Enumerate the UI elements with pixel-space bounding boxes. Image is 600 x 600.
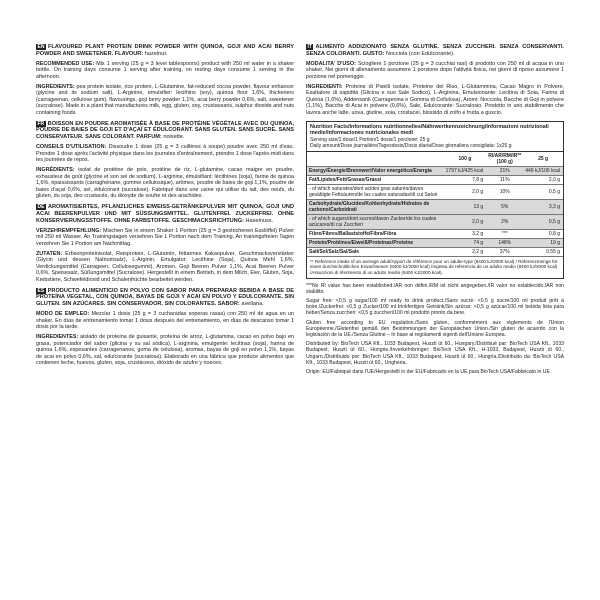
nutrition-row (307, 229, 563, 238)
value-ri: 10% (486, 184, 523, 199)
value-100g: 1797 kJ/425 kcal (444, 166, 487, 175)
nutrient-name: Protein/Protéines/Eiweiß/Proteínas/Proteine (307, 238, 444, 247)
value-100g: 74 g (444, 238, 487, 247)
serving-size: Serving size/1 dose/1 Portion/1 dosis/1 porzione: 25 g (310, 136, 430, 143)
fr-ingredients: INGRÉDIENTS: isolat de protéine de pois, protéine de riz, L-glutamine, cacao maigre en poudre, exhausteur de goût (glycine et son sel de sodium), L-arginine, émulsifiant: lécithines (soja), farine de quinoa 1,6%, épaississants (carraghénane, gomme cellulosique), arômes, poudre de baies de goji 1,1%, poudre de baies d'açaï 0,6%, sel, édulcorant (sucralose). Fabriqué dans une usine qui utilise du lait, des oeufs, du gluten, du soja, des crustacés, du dioxyde de soufre et des arachides. (36, 167, 294, 200)
nutrition-title: Nutrition Facts/Informations nutritionnelles/Nährwertkennzeichnung/Informazioni nutrizionali medie/Informaciones nutricionales medi (310, 123, 549, 137)
value-25g: 0,55 g (523, 247, 563, 256)
value-100g: 2,2 g (444, 247, 487, 256)
value-25g: 2,0 g (523, 175, 563, 184)
fr-flavour: noisette. (163, 134, 185, 141)
de-ingredients: ZUTATEN: Erbsenproteinisolat, Reisprotein, L-Glutamin, fettarmes Kakaopulver, Geschmacksverstärker (Glycin und dessen Natriumsalz), L-Arginin, Emulgator: Lecithine (Soja), Quinoa Mehl 1,6%, Verdickungsmittel (Carrageen, Cellulosegummi), Aromen, Goji Beeren Pulver 1,1%, Acai Beeren Pulver 0,6%, Speisesalz, Süßungsmittel (Sucralose). Hergestellt in einem Betrieb, in dem Milch, Eier, Gluten, Soja, Krebstiere, Schwefeldioxid und Schalenfrüchte bearbeitet werden. (36, 250, 294, 283)
value-ri: *** (486, 229, 523, 238)
es-flavour: avellana. (241, 301, 264, 308)
col-100g: 100 g (458, 155, 472, 162)
nutrition-footnote: ** Reference intake of an average adult/Apport de référence pour un adulte-type (8400 kJ/2000 kcal) / Referenzmenge für einen durchschnittlichen Erwachsenen (8400 kJ/2000 kcal) /Ingesta de referencia de un adulto medio (8400 kJ/2000 kcal) /Assunzioni di riferimento di un adulto medio (8400 kJ/2000 kcal). (307, 256, 563, 278)
nutrition-row (307, 184, 563, 199)
col-25g: 25 g (538, 155, 549, 162)
value-25g: 0,5 g (523, 214, 563, 229)
value-ri: 37% (486, 247, 523, 256)
daily-amount: Daily amount/Dose journalière/Tagesdosis/Dosis diaria/Dose giornaliera consigliata: 1x25 g (310, 142, 512, 149)
origin-note: Origin: EU/Fabriqué dans l'UE/Hergestellt in der EU/Fabricado en la UE para BioTech USA/Fabbricato in UE (306, 368, 550, 375)
de-flavour: Haselnuss. (245, 217, 274, 224)
distributor-note: Distributed by: BioTech USA Kft., 1033 Budapest, Huszti út 60., Hungary./Distribué par: BioTech USA Kft., 1033 Budapest, Huszti út 60., Hongrie./Inverkehrbringer: BioTech USA Kft., H-1033, Budapest, Huszti út 60., Ungarn./Distribuido por: BioTech USA Kft., 1033 Budapest, Huszti út 60., Hungría./Distribuito da: BioTech USA Kft., 1033 Budapest, Huszti út 60., Ungheria. (306, 341, 564, 366)
it-use: MODALITA' D'USO: Sciogliere 1 porzione (25 g = 3 cucchiai rasi) di prodotto con 250 ml di acqua in uno shaker. Nei giorni di allenamento assumere 1 porzione dopo l'attività fisica, nei giorni di riposo assumere 1 porzione nel pomeriggio. (306, 60, 565, 80)
en-title: EN FLAVOURED PLANT PROTEIN DRINK POWDER WITH QUINOA, GOJI AND ACAI BERRY POWDER AND SWEETENER. FLAVOUR: hazelnut. (36, 44, 294, 57)
en-ingredients: INGREDIENTS: pea protein isolate, rice protein, L-Glutamine, fat-reduced cocoa powder, flavour enhancer (glycine and its sodium salt), L-Arginine, emulsifier: lecithins (soy), quinoa flour 1,6%, thickeners (carrageenan, cellulose gum), flavourings, goji berry powder 1,1%, acai berry powder 0,6%, salt, sweetener (sucralose). Made in a plant that manufactures milk, egg, gluten, soy, crustaceans, sulphur dioxide and nuts containing foods. (36, 83, 294, 116)
en-use: RECOMMENDED USE: Mix 1 serving (25 g = 3 level tablespoons) product with 250 ml water in a shaker bottle. On training days consume 1 serving after training, on resting days consume 1 serving in the afternoon. (36, 60, 294, 80)
nutrient-name: - of which saturates/dont acides gras saturés/davon gesättigte Fettsäuren/de las cuales saturadas/di cui Saturi (307, 184, 444, 199)
value-25g: 19 g (523, 238, 563, 247)
nutrition-table (306, 121, 564, 279)
label-page (36, 44, 564, 556)
nutrient-name: Carbohydrate/Glucides/Kohlenhydrate/Hidratos de carbono/Carboidrati (307, 199, 444, 214)
value-ri: 21% (486, 166, 523, 175)
nutrition-rows (307, 166, 563, 256)
nutrient-name: Salt/Sel/Salz/Sal/Sale (307, 247, 444, 256)
it-title: IT ALIMENTO ADDIZIONATO SENZA GLUTINE. SENZA ZUCCHERI. SENZA CONSERVANTI. SENZA COLORANTI. GUSTO: Nocciola (con Edulcorante). (306, 44, 564, 57)
value-100g: 7,8 g (444, 175, 487, 184)
fr-title: FR BOISSON EN POUDRE AROMATISÉE À BASE DE PROTÉINE VÉGÉTALE AVEC DU QUINOA, POUDRE DE BAIES DE GOJI ET D'AÇAÏ ET ÉDULCORANT. SANS GLUTEN. SANS SUCRE. SANS CONSERVATEUR. SANS COLORANT. PARFUM: noisette. (36, 120, 294, 141)
sugar-free-note: Sugar free: <0,5 g sugar/100 ml ready to drink product./Sans sucre: <0,5 g sucre/100 ml produit prêt à boire./Zuckerfrei: <0,5 g Zucker/100 ml trinkfertiges Getränk/Sin azúcar: <0,5 g azúcar/100 ml bebida lista para beber/Senza zuccheri: <0,5 g zuccheri/100 ml prodotto pronto da bere. (306, 297, 564, 317)
value-100g: 13 g (444, 199, 487, 214)
value-100g: 3,2 g (444, 229, 487, 238)
nutrition-header (307, 122, 563, 152)
de-badge: DE (37, 204, 45, 211)
de-title: DE AROMATISIERTES, PFLANZLICHES EIWEISS-GETRÄNKEPULVER MIT QUINOA, GOJI UND ACAI BEERENPULVER UND MIT SÜSSUNGSMITTEL. GLUTENFREI. ZUCKERFREI. OHNE KONSERVIERUNGSSTOFFE. OHNE FARBSTOFFE. GESCHMACKSRICHTUNG: Haselnuss. (36, 204, 294, 224)
value-ri: 2% (486, 214, 523, 229)
fr-use: CONSEILS D'UTILISATION: Dissoudre 1 dose (25 g = 3 cuillères à soupe) poudre avec 250 ml d'eau. Prendre 1 dose après l'activité physique dans les journées d'entraînement, prendre 1 dose l'après-midi dans les journées de repos. (36, 144, 294, 164)
nutrient-header (307, 152, 444, 167)
ri-note: ***No RI value has been established./AR non défini./RM ist nicht angegeben./IR valor no establecido./AR non stabilito. (306, 282, 564, 295)
nutrition-row (307, 238, 563, 247)
fr-badge: FR (37, 120, 45, 127)
en-badge: EN (37, 44, 45, 50)
es-title: ES PRODUCTO ALIMENTICIO EN POLVO CON SABOR PARA PREPARAR BEBIDA A BASE DE PROTEÍNA VEGETAL, CON QUINOA, BAYAS DE GOJI Y ACAI EN POLVO Y EDULCORANTE. SIN GLUTEN. SIN AZÚCARES. SIN CONSERVADOR. SIN COLORANTES. SABOR: avellana. (36, 287, 294, 308)
nutrition-row (307, 199, 563, 214)
value-100g: 2,0 g (444, 184, 487, 199)
nutrition-row (307, 214, 563, 229)
nutrition-row (307, 247, 563, 256)
nutrient-name: Fibre/Fibres/Ballaststoffe/Fibra/Fibra (307, 229, 444, 238)
de-use: VERZEHREMPFEHLUNG: Mischen Sie in einem Shaker 1 Portion (25 g = 3 gestrichenen Esslöffel) Pulver mit 250 ml Wasser. An Trainingstagen verzehren Sie 1 Portion nach dem Training. An trainingsfreien Tagen verzehren Sie 1 Portion am Nachmittag. (36, 227, 295, 247)
value-25g: 0,5 g (523, 184, 563, 199)
es-badge: ES (37, 287, 45, 294)
value-25g: 3,3 g (523, 199, 563, 214)
nutrition-row (307, 175, 563, 184)
it-badge: IT (307, 44, 312, 50)
en-flavour: hazelnut. (144, 50, 168, 57)
nutrient-name: - of which sugars/dont sucres/davon Zucker/de los cuales azúcares/di cui Zuccheri (307, 214, 444, 229)
left-column (36, 44, 294, 370)
it-ingredients: INGREDIENTI: Proteine di Piselli isolate, Proteine del Riso, L-Glutammina, Cacao Magro in Polvere, Esaltatore di sapidità (Glicina e suo Sale Sodico), L-Arginina, Emulsionante: Lecitina di Soia, Farina di Quinoa (1,6%), Addensanti (Carragenina e Gomma di Cellulosa), Aromi: Nocciola, Bacche di Goji in polvere (1,1%), Bacche di Acai in polvere (0,6%), Sale, Edulcorante: Sucralosio. Prodotto in uno stabilimento che lavora anche latte, uova, glutine, soia, crostacei, biossido di zolfo e frutta a guscio. (306, 83, 564, 116)
gluten-free-note: Gluten free according to EU regulation./Sans gluten, conformément aux règlements de l'Union Européenne./Glutenfrei gemäß den Bestimmungen der Europäischen Union./Sin gluten de acuerdo con la legislación de la UE./Senza Glutine – In base ai regolamenti vigenti dell'Unione Europea. (306, 319, 564, 338)
nutrient-name: Fat/Lipides/Fett/Grasas/Grassi (307, 175, 444, 184)
it-flavour: Nocciola (con Edulcorante). (385, 50, 455, 57)
value-25g: 0,8 g (523, 229, 563, 238)
right-column (306, 44, 564, 378)
nutrition-column-headers (307, 152, 563, 167)
es-ingredients: INGREDIENTES: aislado de proteína de guisante, proteína de arroz, L-glutamina, cacao en polvo bajo en grasa, potenciador del sabor (glicina y su sal sódica), L-arginina, emulgente: lecitinas (soja), harina de quinoa 1,6%, espesantes (carragenanos, goma de celulosa), aromas, bayas de goji en polvo 1,1%, bayas de acai en polvo 0,6%, sal, edulcorante (sucralosa). Elaborado en una fábrica que produce alimentos que contienen leche, huevos, gluten, soja, crustáceos, dióxido de azufre y nueces. (36, 334, 294, 367)
nutrition-row (307, 166, 563, 175)
es-use: MODO DE EMPLEO: Mezclar 1 dosis (25 g = 3 cucharadas soperas rasas) con 250 ml de agua en un shaker. En días de entrenamiento tomar 1 dosis después del entrenamiento, en días de descanso tomar 1 dosis por la tarde. (36, 311, 294, 331)
value-ri: 11% (486, 175, 523, 184)
nutrient-name: Energy/Énergie/Brennwert/Valor energético/Energia (307, 166, 444, 175)
value-ri: 148% (486, 238, 523, 247)
value-ri: 5% (486, 199, 523, 214)
nutrition-grid (307, 152, 563, 256)
col-ri: RI/AR/RM/IR** (100 g) (488, 152, 522, 165)
value-100g: 2,0 g (444, 214, 487, 229)
value-25g: 449 kJ/106 kcal (523, 166, 563, 175)
